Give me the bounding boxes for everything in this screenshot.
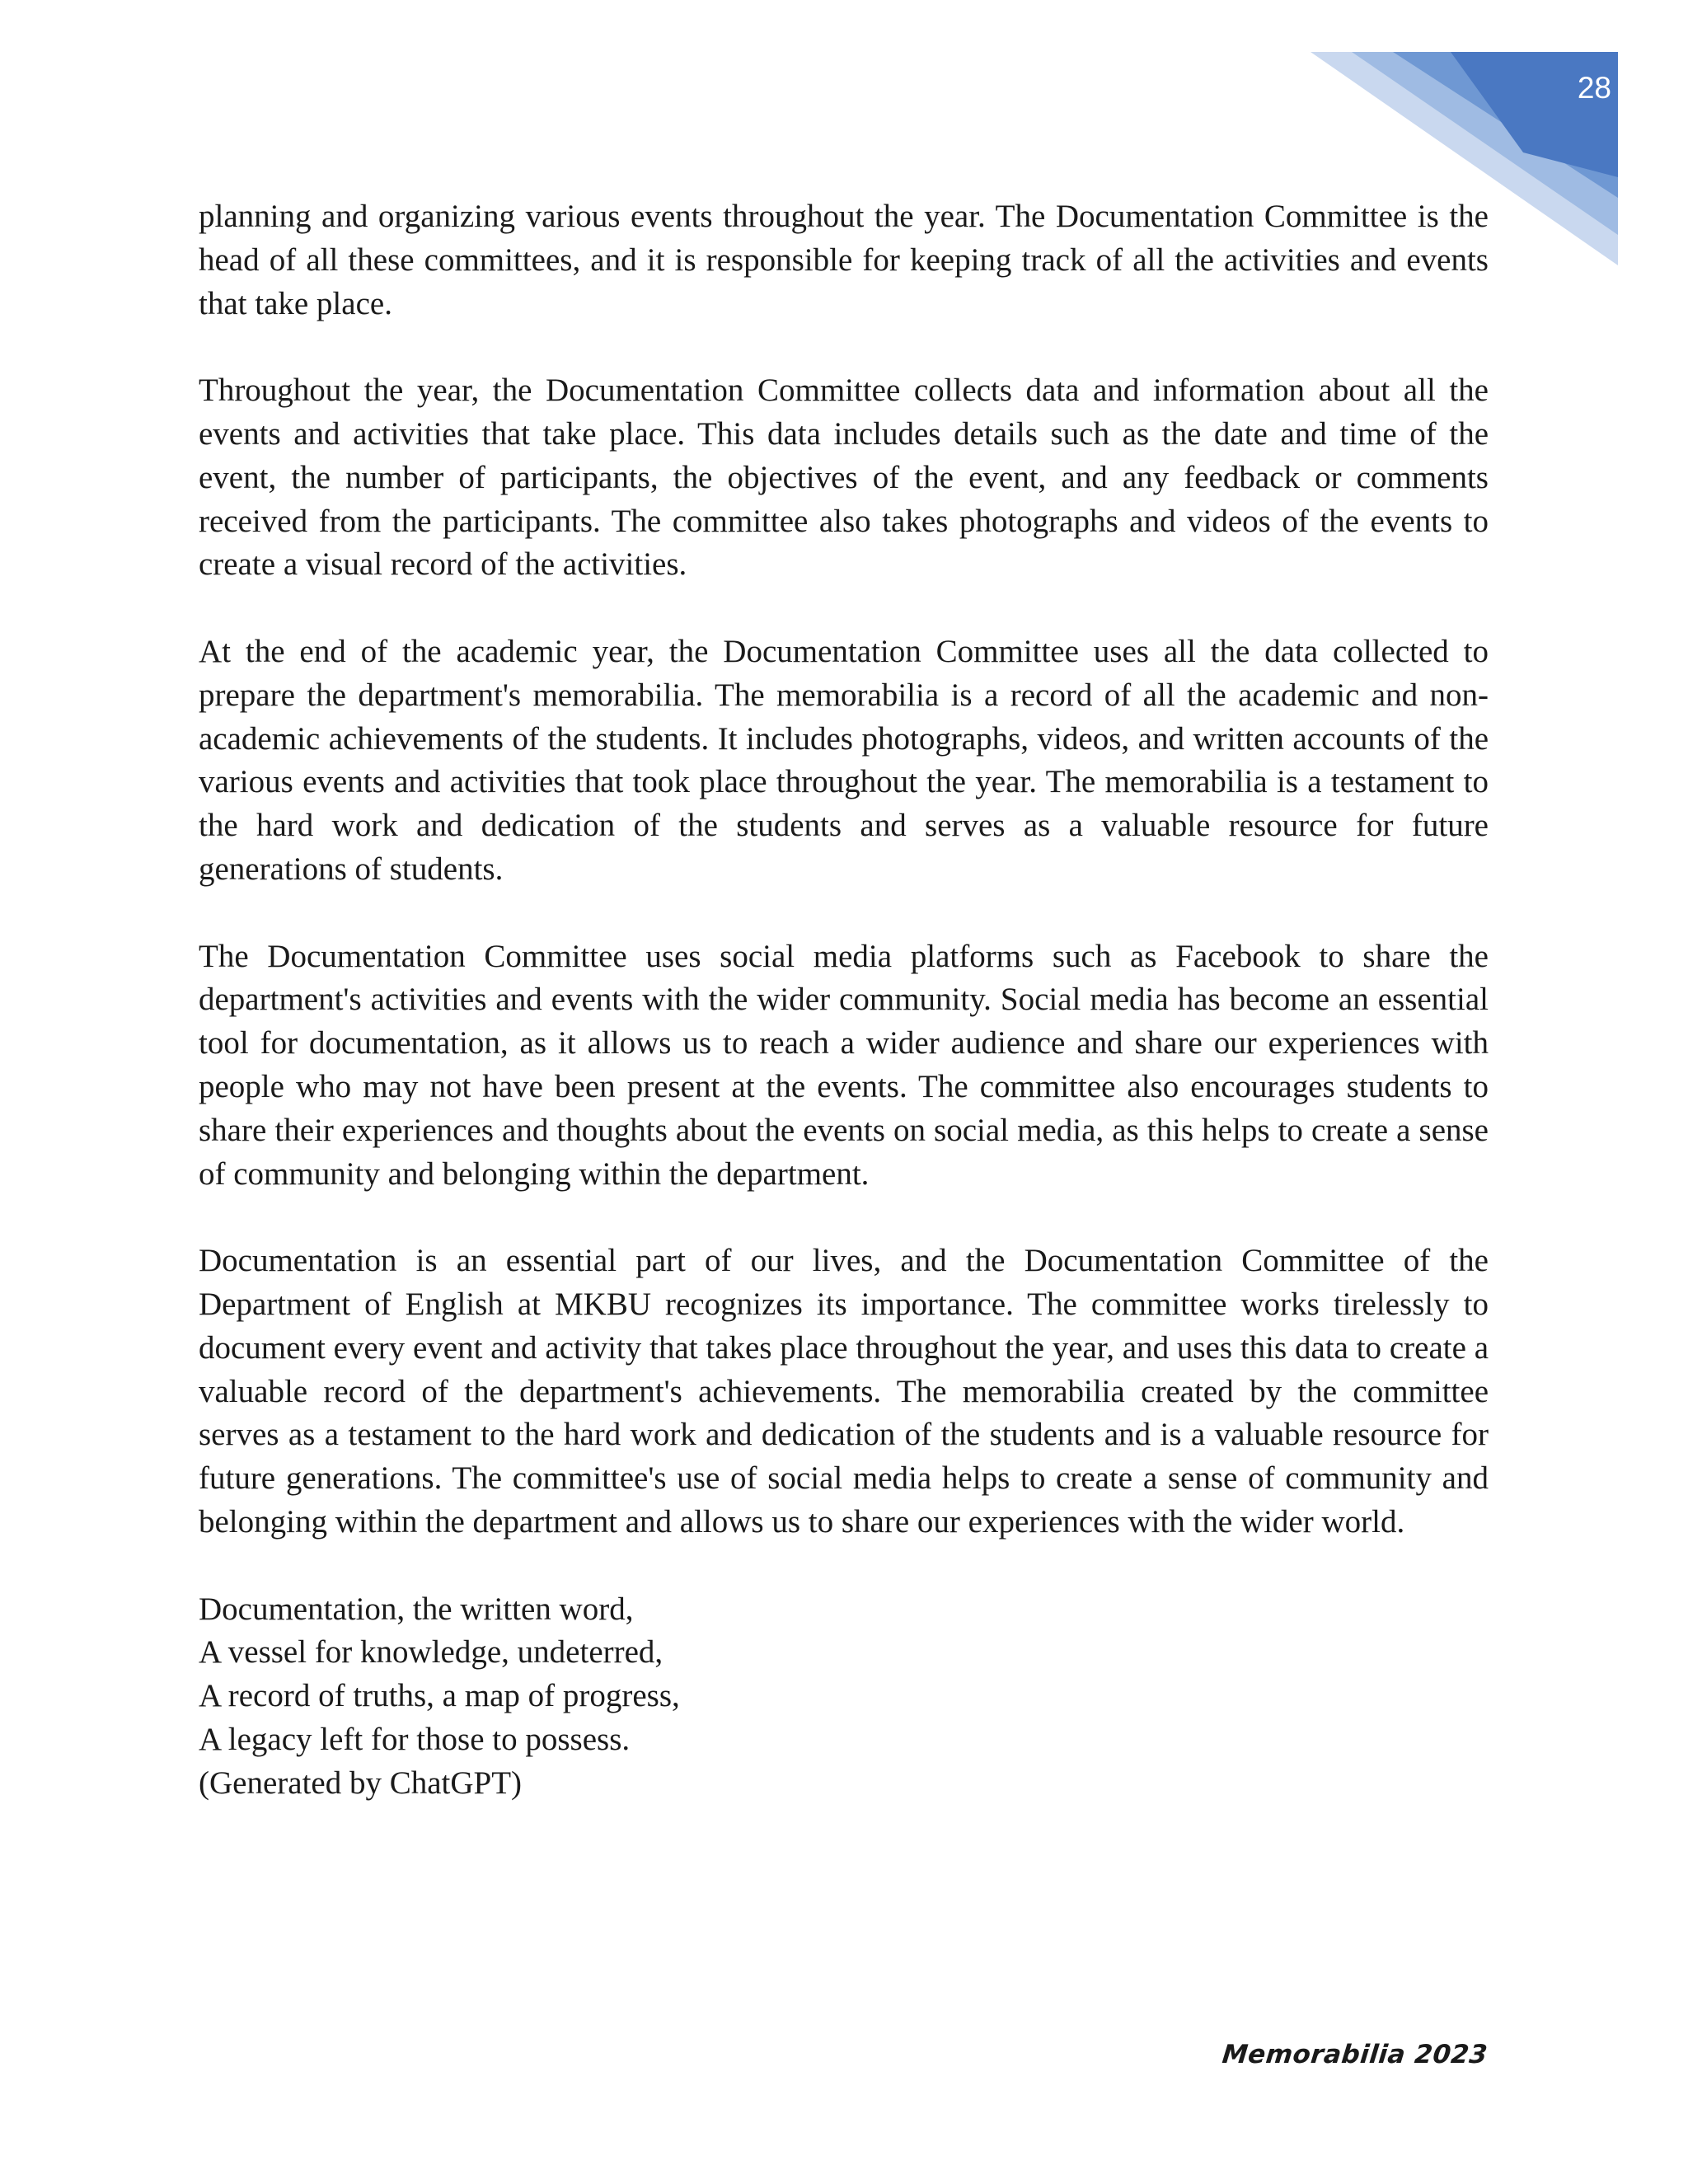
page-number: 28 (1577, 71, 1611, 105)
poem-line-1: Documentation, the written word, (199, 1591, 634, 1627)
body-text (199, 195, 1489, 1805)
poem-line-4: A legacy left for those to possess. (199, 1721, 631, 1757)
paragraph-2: Throughout the year, the Documentation Committee collects data and information about all the events and activities that take place. This data includes details such as the date and time of the event, the number of participants, the objectives of the event, and any feedback or comments received from the participants. The committee also takes photographs and videos of the events to create a visual record of the activities. (199, 373, 1489, 583)
footer-title: Memorabilia 2023 (1221, 2040, 1489, 2069)
paragraph-4: The Documentation Committee uses social media platforms such as Facebook to share the department's activities and events with the wider community. Social media has become an essential tool for documentation, as it allows us to reach a wider audience and share our experiences with people who may not have been present at the events. The committee also encourages students to share their experiences and thoughts about the events on social media, as this helps to create a sense of community and belonging within the department. (199, 938, 1489, 1192)
paragraph-1: planning and organizing various events throughout the year. The Documentation Committee is the head of all these committees, and it is responsible for keeping track of all the activities and events that take place. (199, 199, 1489, 321)
poem-line-2: A vessel for knowledge, undeterred, (199, 1634, 663, 1671)
poem-line-3: A record of truths, a map of progress, (199, 1678, 680, 1714)
poem-attribution: (Generated by ChatGPT) (199, 1765, 523, 1801)
poem (199, 1588, 1489, 1806)
paragraph-3: At the end of the academic year, the Documentation Committee uses all the data collected to prepare the department's memorabilia. The memorabilia is a record of all the academic and non-academic achievements of the students. It includes photographs, videos, and written accounts of the various events and activities that took place throughout the year. The memorabilia is a testament to the hard work and dedication of the students and serves as a valuable resource for future generations of students. (199, 633, 1489, 887)
paragraph-5: Documentation is an essential part of our lives, and the Documentation Committee of the Department of English at MKBU recognizes its importance. The committee works tirelessly to document every event and activity that takes place throughout the year, and uses this data to create a valuable record of the department's achievements. The memorabilia created by the committee serves as a testament to the hard work and dedication of the students and is a valuable resource for future generations. The committee's use of social media helps to create a sense of community and belonging within the department and allows us to share our experiences with the wider world. (199, 1243, 1489, 1540)
